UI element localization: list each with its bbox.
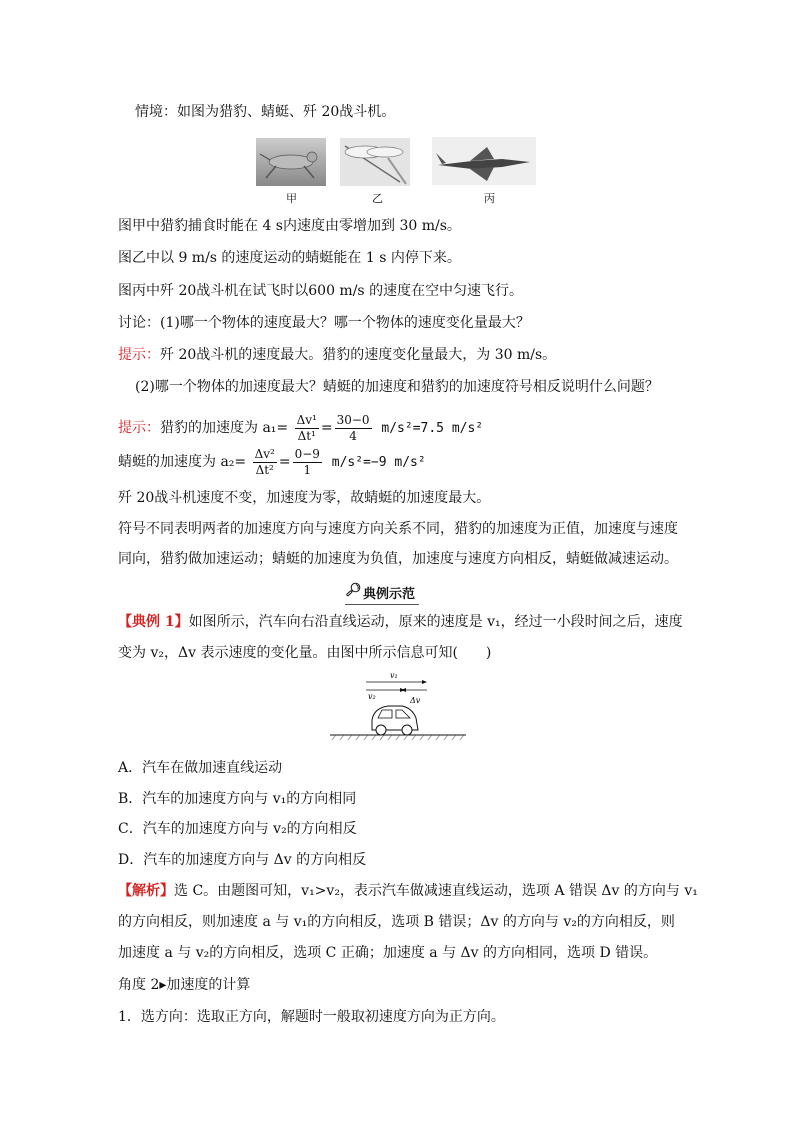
option-d: D．汽车的加速度方向与 Δv 的方向相反 [118,852,367,868]
example-text-a: 如图所示，汽车向右沿直线运动，原来的速度是 v₁，经过一小段时间之后，速度 [188,614,683,630]
section-heading-text: 典例示范 [363,587,416,602]
ground-hatch [332,735,464,740]
car-wheel [376,725,386,735]
caption-yi: 乙 [372,192,383,205]
fraction-denominator: 1 [303,462,312,477]
formula-prefix: 蜻蜓的加速度为 a₂= [118,454,247,470]
fraction [293,447,322,478]
dragonfly-photo [340,138,410,186]
option-c: C．汽车的加速度方向与 v₂的方向相反 [118,821,357,837]
dragonfly-formula [118,446,426,479]
fraction-denominator: Δt¹ [297,428,316,443]
fraction-numerator: 30−0 [336,412,370,427]
paragraph-sign-b: 同向，猎豹做加速运动；蜻蜓的加速度为负值，加速度与速度方向相反，蜻蜓做减速运动。 [118,551,678,567]
hint-1-text: 歼 20战斗机的速度最大。猎豹的速度变化量最大，为 30 m/s。 [160,347,557,363]
formula-suffix: m/s²=−9 m/s² [323,455,426,470]
magnifier-icon: 🔎︎ [345,583,362,598]
hint-2-formula [118,412,483,445]
equals-sign: = [320,420,333,436]
example-line-b: 变为 v₂，Δv 表示速度的变化量。由图中所示信息可知( ) [118,645,492,661]
equals-sign: = [278,454,291,470]
paragraph-conclusion: 歼 20战斗机速度不变，加速度为零，故蜻蜓的加速度最大。 [118,490,491,506]
solution-line-c: 加速度 a 与 v₂的方向相反，选项 C 正确；加速度 a 与 Δv 的方向相同，选项 D 错误。 [118,945,658,961]
v2-label: v₂ [368,692,376,701]
caption-bing: 丙 [484,192,495,205]
paragraph-dragonfly: 图乙中以 9 m/s 的速度运动的蜻蜓能在 1 s 内停下来。 [118,250,461,266]
paragraph-cheetah: 图甲中猎豹捕食时能在 4 s内速度由零增加到 30 m/s。 [118,218,461,234]
fraction [335,413,372,444]
fraction-denominator: 4 [349,428,357,443]
fraction [253,447,277,478]
question-1: 讨论：(1)哪一个物体的速度最大？哪一个物体的速度变化量最大？ [118,315,530,331]
fraction-numerator: 0−9 [294,446,320,461]
formula-suffix: m/s²=7.5 m/s² [373,421,484,436]
question-2: (2)哪一个物体的加速度最大？蜻蜓的加速度和猎豹的加速度符号相反说明什么问题？ [135,379,659,395]
solution-text-a: 选 C。由题图可知，v₁>v₂，表示汽车做减速直线运动，选项 A 错误 Δv 的方向与 v₁ [174,883,698,899]
fraction [295,413,319,444]
hint-label: 提示： [118,420,160,436]
solution-line-a [118,881,698,901]
cheetah-photo [256,138,326,186]
solution-line-b: 的方向相反，则加速度 a 与 v₁的方向相反，选项 B 错误；Δv 的方向与 v₂的方向相反，则 [118,914,675,930]
solution-label: 【解析】 [118,883,174,899]
car-wheel [402,725,412,735]
intro-text: 情境：如图为猎豹、蜻蜓、歼 20战斗机。 [135,104,396,120]
option-b: B．汽车的加速度方向与 v₁的方向相同 [118,791,357,807]
paragraph-jet: 图丙中歼 20战斗机在试飞时以600 m/s 的速度在空中匀速飞行。 [118,283,524,299]
example-label: 【典例 1】 [118,614,189,630]
fraction-denominator: Δt² [255,462,274,477]
section-heading [345,583,419,605]
hint-1 [118,345,556,365]
fighter-jet-photo [432,137,536,185]
v1-label: v₁ [390,671,398,680]
fraction-numerator: Δv¹ [296,412,317,427]
option-a: A．汽车在做加速直线运动 [118,760,283,776]
fraction-numerator: Δv² [254,446,275,461]
angle-2-heading: 角度 2▸加速度的计算 [118,977,251,993]
hint-label: 提示： [118,347,160,363]
example-line-a [118,612,683,632]
car-velocity-diagram [328,668,468,744]
paragraph-sign-a: 符号不同表明两者的加速度方向与速度方向关系不同，猎豹的加速度为正值，加速度与速度 [118,521,678,537]
formula-prefix: 猎豹的加速度为 a₁= [160,420,289,436]
dv-label: Δv [410,696,421,705]
caption-jia: 甲 [286,192,297,205]
step-1: 1．选方向：选取正方向，解题时一般取初速度方向为正方向。 [118,1009,505,1025]
